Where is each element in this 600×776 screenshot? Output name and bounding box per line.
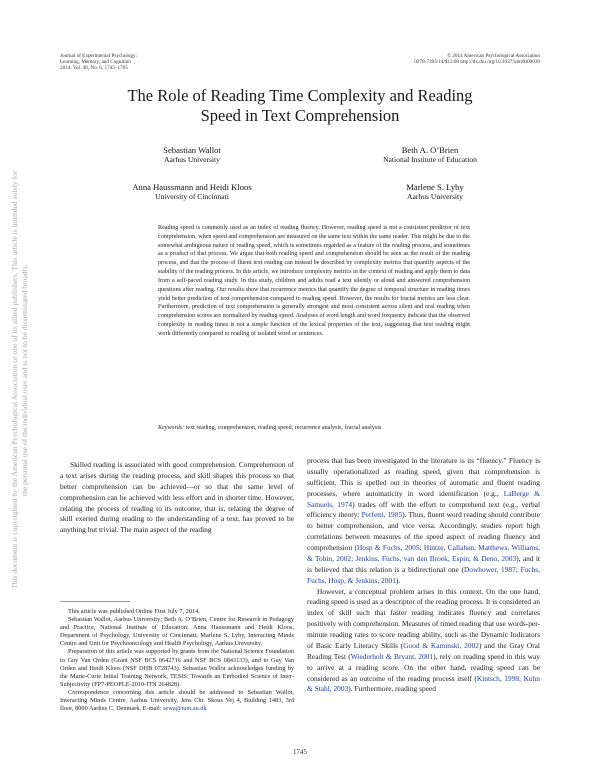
doi-line: 0278-7393/14/$12.00 http://dx.doi.org/10.1037/xlm0000030	[414, 59, 540, 66]
author-block-1	[112, 145, 272, 164]
text-run: ) trades off with the effort to comprehend text (e.g., verbal efficiency theory;	[307, 499, 540, 520]
text-run: ). Furthermore, reading speed	[348, 684, 436, 694]
text-run: ), and it is believed that this relation is a bidirectional one (	[307, 553, 540, 574]
author-affiliation: University of Cincinnati	[155, 192, 229, 201]
journal-header	[60, 53, 260, 72]
author-name: Marlene S. Lyby	[406, 182, 464, 192]
keywords-text: text reading, comprehension, reading speed, recurrence analysis, fractal analysis	[185, 425, 382, 431]
citation-link[interactable]: Hosp & Fuchs, 2005; Hintze, Callahan, Matthews, Williams, & Tobin, 2002; Jenkins, Fuchs, van den Broek, Espin, & Deno, 2003	[307, 543, 541, 563]
author-name: Anna Haussmann and Heidi Kloos	[132, 182, 252, 192]
text-run: ) and the Gray Oral Reading Test (	[307, 640, 540, 661]
text-run: ).	[395, 575, 401, 585]
abstract: Reading speed is commonly used as an index of reading fluency. However, reading speed is not a consistent predictor of text comprehension, when speed and comprehension are measured on the same text within the same reader. This might be due to the somewhat ambiguous nature of reading speed, which is sometimes regarded as a feature of the reading process, and sometimes as a product of that process. We argue that both reading speed and comprehension should be seen as the result of the reading process, and that the process of fluent text reading can instead be described by complexity metrics that quantify aspects of the stability of the reading process. In this article, we introduce complexity metrics in the context of reading and apply them to data from a self-paced reading study. In this study, children and adults read a text silently or aloud and answered comprehension questions after reading. Our results show that recurrence metrics that quantify the degree of temporal structure in reading times yield better prediction of text comprehension compared to reading speed. However, the results for fractal metrics are less clear. Furthermore, prediction of text comprehension is generally strongest and most consistent across silent and oral reading when comprehension scores are normalized by reading speed. Analyses of word length and word frequency indicate that the observed complexity in reading times is not a simple function of the lexical properties of the text, suggesting that text reading might work differently compared to reading of isolated word or sentences.	[158, 225, 470, 337]
author-affiliation: Aarhus University	[164, 155, 220, 164]
intro-paragraph: Skilled reading is associated with good comprehension. Comprehension of a text arises during the reading process, and skill shapes this process so that better comprehension can be achieved—or so that the same level of comprehension can be achieved with less effort and in shorter time. However, relating the process of reading to its outcome, that is, relating the degree of skill exerted during reading to the understanding of a text, has proved to be anything but trivial. The main aspect of the reading	[60, 460, 294, 535]
citation-link[interactable]: Perfetti, 1985	[361, 510, 403, 520]
text-run: However, a conceptual problem arises in this context. On the one hand, reading speed is used as a descriptor of the reading process. It is considered an index of skill such that faster reading indicates fluency and correlates positively with comprehension. Measures of timed reading that use words-per-minute reading rates to score reading ability, such as the Dynamic Indicators of Basic Early Literacy Skills (	[307, 586, 540, 650]
body-paragraph-1	[307, 456, 540, 587]
email-link[interactable]: sewa@tum.au.dk	[163, 705, 207, 713]
title-line-1: The Role of Reading Time Complexity and Reading	[127, 86, 473, 105]
copyright-header	[280, 53, 540, 65]
footnote-funding: Preparation of this article was supported by grants from the National Science Foundation to Guy Van Orden (Grant NSF BCS 0642716 and NSF BCS 0843133), and to Guy Van Orden and Heidi Kloos (NSF DHB 0728743). Sebastian Wallot acknowledges funding by the Marie-Curie Initial Training Network, TESIS: Towards an Embodied Science of Inter-Subjectivity (FP7-PEOPLE-2010-ITN 264828).	[60, 648, 294, 688]
author-block-4	[350, 182, 520, 201]
text-run: ), rely on reading speed in this way to arrive at a reading score. On the other hand, reading speed can be considered as an outcome of the reading process itself (	[307, 651, 540, 683]
footnote-divider	[60, 601, 130, 602]
correspondence-text: Correspondence concerning this article should be addressed to Sebastian Wallot, Interacting Minds Centre, Aarhus University, Jens Chr. Skous Vej 4, Building 1483, 3rd floor, 8000 Aarhus C, Denmark. E-mail:	[60, 688, 294, 713]
text-run: process that has been investigated in the literature is its “fluency.” Fluency is usually operationalized as reading speed, given that comprehension is sufficient. This is spelled out in theories of automatic and fluent reading processes, where automaticity in word identification (e.g.,	[307, 456, 540, 498]
page-number: 1745	[293, 748, 307, 756]
citation-link[interactable]: Wiederholt & Bryant, 2001	[350, 651, 434, 661]
copyright-line: © 2014 American Psychological Association	[447, 53, 540, 59]
citation-link[interactable]: LaBerge & Samuels, 1974	[307, 488, 541, 509]
footnote-published: This article was published Online First July 7, 2014.	[68, 608, 200, 615]
body-paragraph-2	[307, 587, 540, 696]
journal-line: Learning, Memory, and Cognition	[60, 59, 131, 66]
text-run: ). Thus, fluent word reading should contribute to better comprehension, and vice versa. Accordingly, studies report high correlations between measures of the speed aspect of reading fluency and comprehension (	[307, 510, 540, 552]
keywords	[158, 424, 478, 432]
author-affiliation: National Institute of Education	[383, 155, 477, 164]
footnote-correspondence	[60, 689, 294, 713]
left-column	[60, 460, 294, 536]
citation-link[interactable]: Dowhower, 1987; Fuchs, Fuchs, Hosp, & Jenkins, 2001	[307, 564, 540, 585]
title-line-2: Speed in Text Comprehension	[200, 106, 400, 125]
citation-link[interactable]: Kintsch, 1998; Kuhn & Stahl, 2003	[307, 673, 540, 694]
author-block-2	[340, 145, 520, 164]
keywords-label: Keywords:	[158, 425, 185, 431]
author-block-3	[92, 182, 292, 201]
article-title	[60, 86, 540, 126]
copyright-side-notice: This document is copyrighted by the American Psychological Association or one of its allied publishers. This article is intended solely for the personal use of the individual user and is not to be disseminated broadly.	[10, 170, 29, 590]
citation-link[interactable]: Good & Kaminski, 2002	[403, 640, 479, 650]
journal-line: 2014, Vol. 40, No. 6, 1745–1765	[60, 65, 128, 72]
author-name: Beth A. O’Brien	[401, 145, 459, 155]
footnotes	[60, 608, 294, 713]
journal-line: Journal of Experimental Psychology:	[60, 53, 138, 59]
footnote-affiliations: Sebastian Wallot, Aarhus University; Beth A. O’Brien, Centre for Research in Pedagogy and Practice, National Institute of Education; Anna Haussmann and Heidi Kloos, Department of Psychology, University of Cincinnati; Marlene S. Lyby, Interacting Minds Centre and Unit for Psychooncology and Health Psychology, Aarhus University.	[60, 616, 294, 648]
author-affiliation: Aarhus University	[407, 192, 463, 201]
right-column	[307, 456, 540, 695]
author-name: Sebastian Wallot	[163, 145, 221, 155]
